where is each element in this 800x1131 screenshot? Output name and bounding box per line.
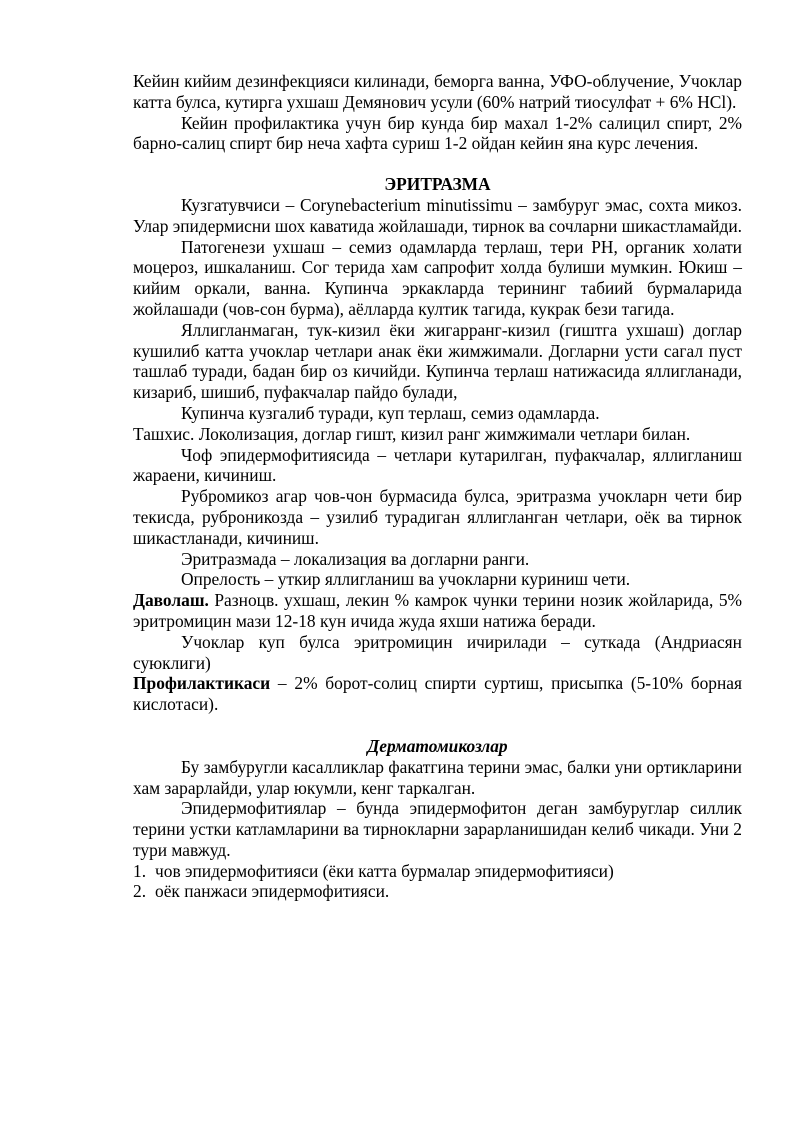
paragraph-prophylaxis	[133, 673, 742, 715]
paragraph-rubromycosis-differential: Рубромикоз агар чов-чон бурмасида булса, эритразма учокларн чети бир текисда, руброникозда – узилиб турадиган яллигланган четлари, оёк ва тирнок шикастланади, кичиниш.	[133, 486, 742, 548]
paragraph-pathogenesis: Патогенези ухшаш – семиз одамларда терлаш, тери РН, органик холати моцероз, ишкаланиш. Сог терида хам сапрофит холда булиши мумкин. Юкиш – кийим оркали, ванна. Купинча эркакларда терининг табиий бурмаларида жойлашади (чов-сон бурма), аёлларда култик тагида, кукрак бези тагида.	[133, 236, 742, 319]
paragraph-prophylaxis-course: Кейин профилактика учун бир кунда бир махал 1-2% салицил спирт, 2% барно-салиц спирт бир неча хафта суриш 1-2 ойдан кейин яна курс лечения.	[133, 112, 742, 154]
paragraph-dermatomycoses-intro: Бу замбуругли касалликлар факатгина терини эмас, балки уни ортикларини хам зарарлайди, улар юкумли, кенг таркалган.	[133, 756, 742, 798]
paragraph-epidermophytias: Эпидермофитиялар – бунда эпидермофитон деган замбуруглар силлик терини устки катламларини ва тирнокларни зарарланишидан келиб чикади. Уни 2 тури мавжуд.	[133, 798, 742, 860]
document-body	[133, 71, 742, 902]
list-item	[133, 881, 742, 902]
treatment-text: Разноцв. ухшаш, лекин % камрок чунки терини нозик жойларида, 5% эритромицин мази 12-18 кун ичида жуда яхши натижа беради.	[133, 590, 742, 631]
paragraph-intertrigo: Опрелость – уткир яллигланиш ва учокларни куриниш чети.	[181, 569, 631, 590]
paragraph-disinfection: Кейин кийим дезинфекцияси килинади, беморга ванна, УФО-облучение, Учоклар катта булса, кутирга ухшаш Демянович усули (60% натрий тиосулфат + 6% HCl).	[133, 71, 742, 112]
paragraph-clinical-picture: Яллигланмаган, тук-кизил ёки жигарранг-кизил (гиштга ухшаш) доглар кушилиб катта учоклар четлари анак ёки жимжимали. Догларни усти сагал пуст ташлаб туради, бадан бир оз кичийди. Купинча терлаш натижасида яллигланади, кизариб, шишиб, пуфакчалар пайдо булади,	[133, 319, 742, 403]
heading-dermatomycoses: Дерматомикозлар	[367, 735, 508, 756]
treatment-label: Даволаш.	[133, 590, 209, 611]
paragraph-diagnosis: Ташхис. Локолизация, доглар гишт, кизил ранг жимжимали четлари билан.	[133, 423, 691, 444]
heading-erythrasma: ЭРИТРАЗМА	[384, 174, 491, 195]
list-item-number: 2.	[133, 881, 147, 902]
list-item-number: 1.	[133, 860, 147, 881]
paragraph-epidermophytia-differential: Чоф эпидермофитиясида – четлари кутарилган, пуфакчалар, яллигланиш жараени, кичиниш.	[133, 444, 742, 486]
prophylaxis-text: – 2% борот-солиц спирти суртиш, присыпка (5-10% борная кислотаси).	[133, 673, 742, 715]
paragraph-causative-agent: Кузгатувчиси – Corynebacterium minutissimu – замбуруг эмас, сохта микоз. Улар эпидермисни шох каватида жойлашади, тирнок ва сочларни шикастламайди.	[133, 194, 742, 236]
prophylaxis-label: Профилактикаси	[133, 673, 271, 694]
list-item	[133, 861, 742, 882]
paragraph-treatment	[133, 590, 742, 632]
paragraph-erythrasma-features: Эритразмада – локализация ва догларни ранги.	[181, 548, 530, 569]
list-item-text: оёк панжаси эпидермофитияси.	[155, 881, 390, 902]
paragraph-oral-treatment: Учоклар куп булса эритромицин ичирилади – суткада (Андриасян суюклиги)	[133, 631, 742, 673]
list-item-text: чов эпидермофитияси (ёки катта бурмалар эпидермофитияси)	[155, 860, 614, 881]
paragraph-course: Купинча кузгалиб туради, куп терлаш, семиз одамларда.	[181, 402, 600, 423]
